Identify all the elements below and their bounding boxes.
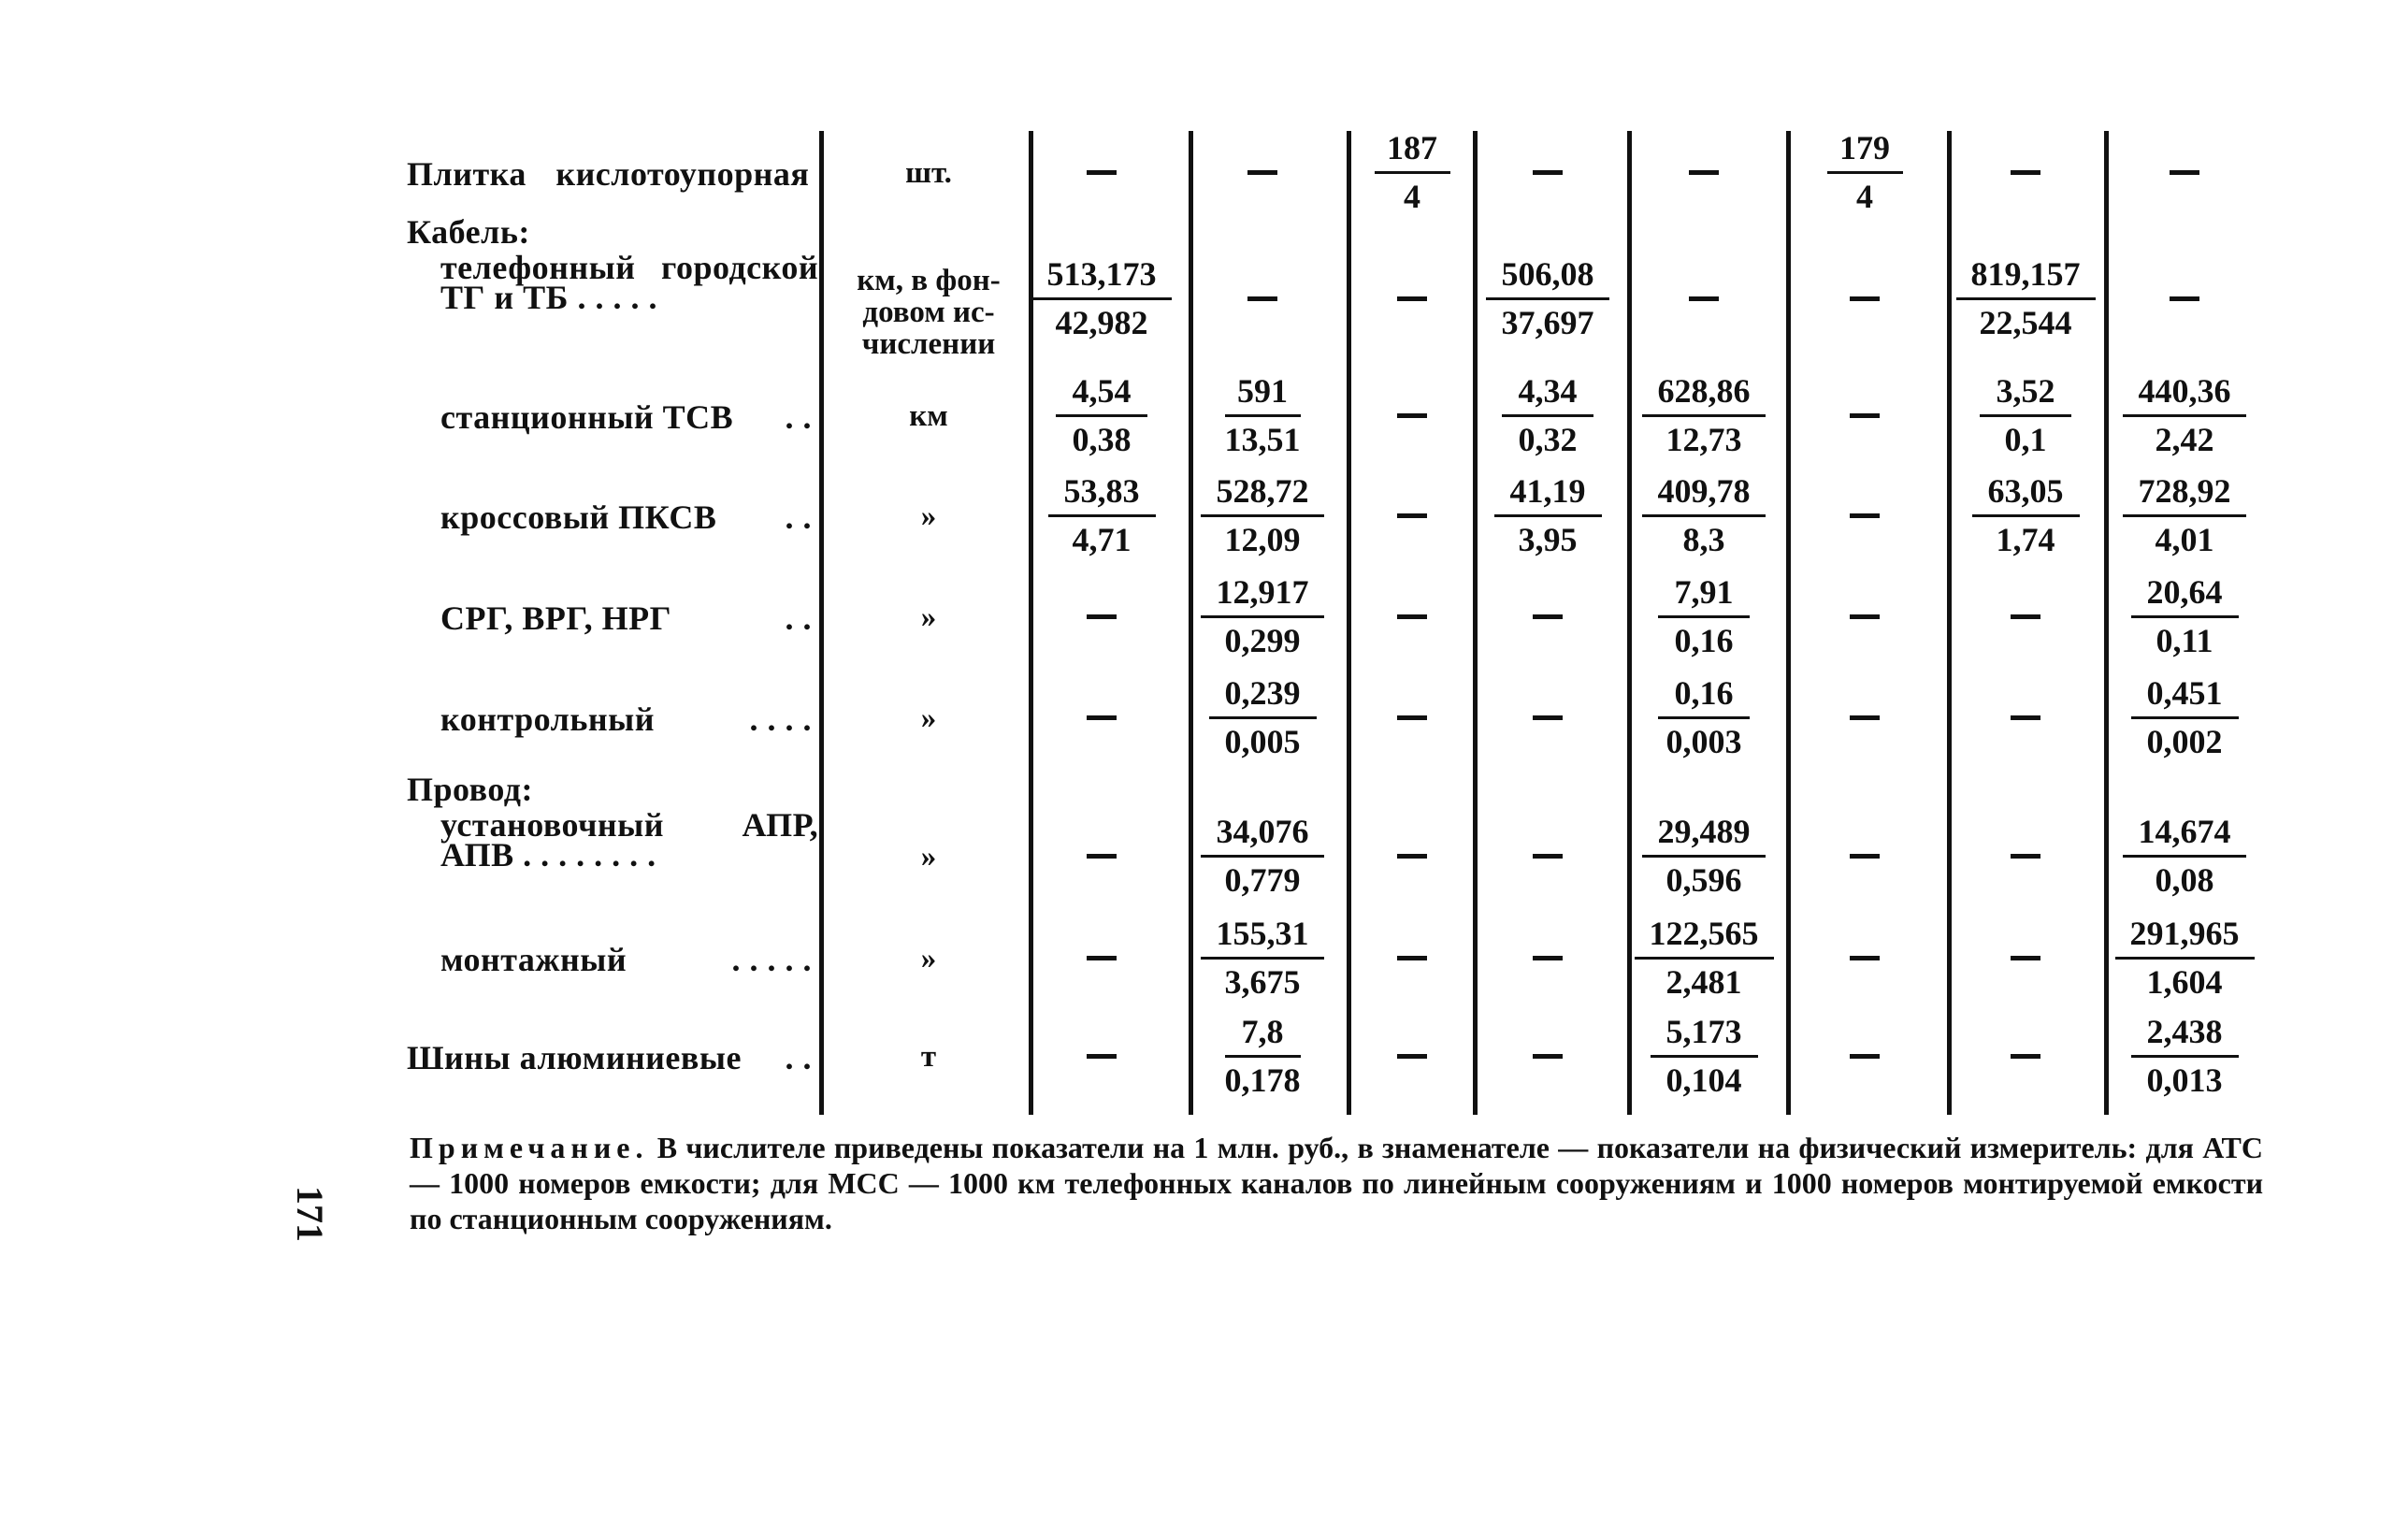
denominator: 0,1 (2004, 421, 2047, 458)
fraction-bar (2123, 514, 2246, 517)
denominator: 0,104 (1665, 1061, 1742, 1099)
numerator: 440,36 (2138, 372, 2231, 410)
item-name-line2: ТГ и ТБ (440, 279, 569, 316)
denominator: 0,38 (1072, 421, 1132, 458)
fraction-bar (1225, 1055, 1301, 1058)
denominator: 0,299 (1224, 622, 1301, 659)
fraction-bar (2123, 414, 2246, 417)
dash-mark (1850, 956, 1880, 960)
dash-mark (1247, 170, 1277, 175)
fraction-bar (1956, 297, 2096, 300)
dash-mark (2011, 715, 2040, 720)
numerator: 63,05 (1987, 472, 2064, 510)
fraction-bar (1201, 615, 1324, 618)
item-name: СРГ, ВРГ, НРГ (440, 599, 672, 637)
table-note (410, 1130, 2263, 1236)
column-rule (1786, 131, 1791, 1115)
fraction-bar (1658, 716, 1750, 719)
fraction-bar (2115, 957, 2255, 960)
dash-mark (1850, 513, 1880, 518)
denominator: 37,697 (1501, 304, 1594, 341)
fraction-bar (1375, 171, 1450, 174)
item-name-continued (440, 838, 656, 872)
dash-mark (1087, 170, 1117, 175)
numerator: 187 (1387, 129, 1437, 166)
numerator: 7,91 (1674, 573, 1734, 611)
numerator: 513,173 (1046, 255, 1157, 293)
item-name: телефонный городской (440, 249, 819, 286)
fraction-bar (1225, 414, 1301, 417)
fraction-bar (1651, 1055, 1758, 1058)
denominator: 0,003 (1665, 723, 1742, 760)
numerator: 20,64 (2146, 573, 2223, 611)
unit-cell: » (920, 840, 937, 874)
fraction-bar (1980, 414, 2071, 417)
fraction-bar (1827, 171, 1903, 174)
numerator: 122,565 (1649, 915, 1759, 952)
dash-mark (2011, 854, 2040, 859)
fraction-bar (2123, 855, 2246, 858)
fraction-bar (1486, 297, 1609, 300)
numerator: 628,86 (1657, 372, 1751, 410)
column-rule (819, 131, 824, 1115)
numerator: 0,239 (1224, 674, 1301, 712)
dash-mark (2011, 1054, 2040, 1059)
fraction-bar (1972, 514, 2080, 517)
fraction-bar (1642, 855, 1766, 858)
unit-cell: т (920, 1040, 937, 1074)
denominator: 0,11 (2156, 622, 2213, 659)
dash-mark (1533, 1054, 1563, 1059)
dash-mark (1087, 854, 1117, 859)
item-name-continued (440, 281, 657, 314)
dash-mark (1533, 854, 1563, 859)
fraction-bar (1201, 957, 1324, 960)
fraction-bar (1494, 514, 1602, 517)
dash-mark (1087, 614, 1117, 619)
dash-mark (1850, 854, 1880, 859)
denominator: 3,675 (1224, 963, 1301, 1001)
dash-mark (1397, 854, 1427, 859)
fraction-bar (2131, 1055, 2239, 1058)
numerator: 0,451 (2146, 674, 2223, 712)
denominator: 4,71 (1072, 521, 1132, 558)
numerator: 819,157 (1970, 255, 2081, 293)
dash-mark (1397, 1054, 1427, 1059)
denominator: 3,95 (1518, 521, 1578, 558)
note-lead: Примечание. (410, 1131, 649, 1164)
denominator: 0,32 (1518, 421, 1578, 458)
numerator: 5,173 (1665, 1013, 1742, 1050)
denominator: 42,982 (1055, 304, 1148, 341)
dash-mark (1850, 614, 1880, 619)
dash-mark (1850, 413, 1880, 418)
unit-cell: » (920, 942, 937, 975)
numerator: 7,8 (1241, 1013, 1284, 1050)
dash-mark (2170, 296, 2199, 301)
denominator: 12,09 (1224, 521, 1301, 558)
fraction-bar (1642, 414, 1766, 417)
leader-dots: . . . . . (731, 941, 812, 978)
numerator: 14,674 (2138, 813, 2231, 850)
dash-mark (1397, 614, 1427, 619)
dash-mark (1087, 956, 1117, 960)
item-name: кроссовый ПКСВ (440, 498, 717, 536)
fraction-bar (1635, 957, 1774, 960)
fraction-bar (1642, 514, 1766, 517)
note-text: В числителе приведены показатели на 1 млн. руб., в знаменателе — показатели на физический измеритель: для АТС — 1000 номеров емкости; для МСС — 1000 км телефонных каналов по линейным сооружениям и 1000 номеров монтируемой емкости по станционным сооружениям. (410, 1131, 2264, 1235)
fraction-bar (1658, 615, 1750, 618)
leader-dots: . . (785, 599, 812, 637)
dash-mark (1087, 715, 1117, 720)
dash-mark (1850, 1054, 1880, 1059)
column-rule (1947, 131, 1952, 1115)
column-rule (1347, 131, 1351, 1115)
denominator: 0,779 (1224, 861, 1301, 899)
numerator: 4,54 (1072, 372, 1132, 410)
dash-mark (1397, 513, 1427, 518)
dash-mark (1533, 956, 1563, 960)
denominator: 0,178 (1224, 1061, 1301, 1099)
item-name: монтажный (440, 941, 627, 978)
item-name-line2: АПВ (440, 836, 514, 874)
item-name: Шины алюминиевые (407, 1039, 742, 1076)
numerator: 53,83 (1063, 472, 1140, 510)
denominator: 0,16 (1674, 622, 1734, 659)
denominator: 0,596 (1665, 861, 1742, 899)
dash-mark (1533, 614, 1563, 619)
denominator: 2,42 (2155, 421, 2214, 458)
numerator: 291,965 (2129, 915, 2240, 952)
fraction-bar (2131, 716, 2239, 719)
dash-mark (1689, 170, 1719, 175)
numerator: 179 (1839, 129, 1890, 166)
dash-mark (1397, 296, 1427, 301)
numerator: 528,72 (1216, 472, 1309, 510)
dash-mark (1689, 296, 1719, 301)
unit-cell: » (920, 499, 937, 533)
fraction-bar (1201, 514, 1324, 517)
unit-cell: » (920, 701, 937, 735)
unit-cell: » (920, 600, 937, 634)
fraction-bar (2131, 615, 2239, 618)
dash-mark (1397, 413, 1427, 418)
leader-dots: . . . . . (568, 279, 657, 316)
item-name: станционный ТСВ (440, 398, 734, 436)
group-heading: Провод: (407, 771, 533, 808)
dash-mark (1087, 1054, 1117, 1059)
column-rule (2104, 131, 2109, 1115)
denominator: 8,3 (1682, 521, 1725, 558)
denominator: 13,51 (1224, 421, 1301, 458)
dash-mark (1397, 715, 1427, 720)
dash-mark (2011, 170, 2040, 175)
denominator: 0,005 (1224, 723, 1301, 760)
denominator: 22,544 (1979, 304, 2072, 341)
numerator: 3,52 (1996, 372, 2055, 410)
leader-dots: . . (785, 1039, 812, 1076)
numerator: 29,489 (1657, 813, 1751, 850)
item-name: контрольный (440, 700, 656, 738)
fraction-bar (1056, 414, 1147, 417)
numerator: 728,92 (2138, 472, 2231, 510)
fraction-bar (1201, 855, 1324, 858)
dash-mark (1533, 170, 1563, 175)
numerator: 0,16 (1674, 674, 1734, 712)
unit-cell: км (909, 399, 948, 433)
numerator: 2,438 (2146, 1013, 2223, 1050)
leader-dots: . . (785, 498, 812, 536)
item-name: Плитка кислотоупорная (407, 155, 810, 193)
page-number: 171 (289, 1186, 331, 1242)
numerator: 591 (1237, 372, 1288, 410)
denominator: 1,604 (2146, 963, 2223, 1001)
fraction-bar (1048, 514, 1156, 517)
unit-cell: шт. (905, 156, 952, 190)
numerator: 12,917 (1216, 573, 1309, 611)
numerator: 4,34 (1518, 372, 1578, 410)
denominator: 0,013 (2146, 1061, 2223, 1099)
fraction-bar (1032, 297, 1172, 300)
unit-cell: км, в фон- довом ис- числении (857, 264, 1001, 361)
numerator: 506,08 (1501, 255, 1594, 293)
fraction-bar (1502, 414, 1593, 417)
numerator: 34,076 (1216, 813, 1309, 850)
numerator: 409,78 (1657, 472, 1751, 510)
numerator: 41,19 (1509, 472, 1586, 510)
denominator: 4,01 (2155, 521, 2214, 558)
group-heading: Кабель: (407, 213, 530, 251)
dash-mark (1397, 956, 1427, 960)
leader-dots: . . . . . . . . (513, 836, 656, 874)
dash-mark (2011, 956, 2040, 960)
dash-mark (1247, 296, 1277, 301)
denominator: 4 (1404, 178, 1420, 215)
dash-mark (2011, 614, 2040, 619)
denominator: 12,73 (1665, 421, 1742, 458)
column-rule (1627, 131, 1632, 1115)
denominator: 0,002 (2146, 723, 2223, 760)
dash-mark (2170, 170, 2199, 175)
dash-mark (1850, 715, 1880, 720)
denominator: 2,481 (1665, 963, 1742, 1001)
denominator: 0,08 (2155, 861, 2214, 899)
fraction-bar (1209, 716, 1317, 719)
dash-mark (1533, 715, 1563, 720)
leader-dots: . . . . (749, 700, 812, 738)
item-name: установочный АПР, (440, 806, 819, 844)
leader-dots: . . (785, 398, 812, 436)
denominator: 1,74 (1996, 521, 2055, 558)
dash-mark (1850, 296, 1880, 301)
denominator: 4 (1856, 178, 1873, 215)
numerator: 155,31 (1216, 915, 1309, 952)
